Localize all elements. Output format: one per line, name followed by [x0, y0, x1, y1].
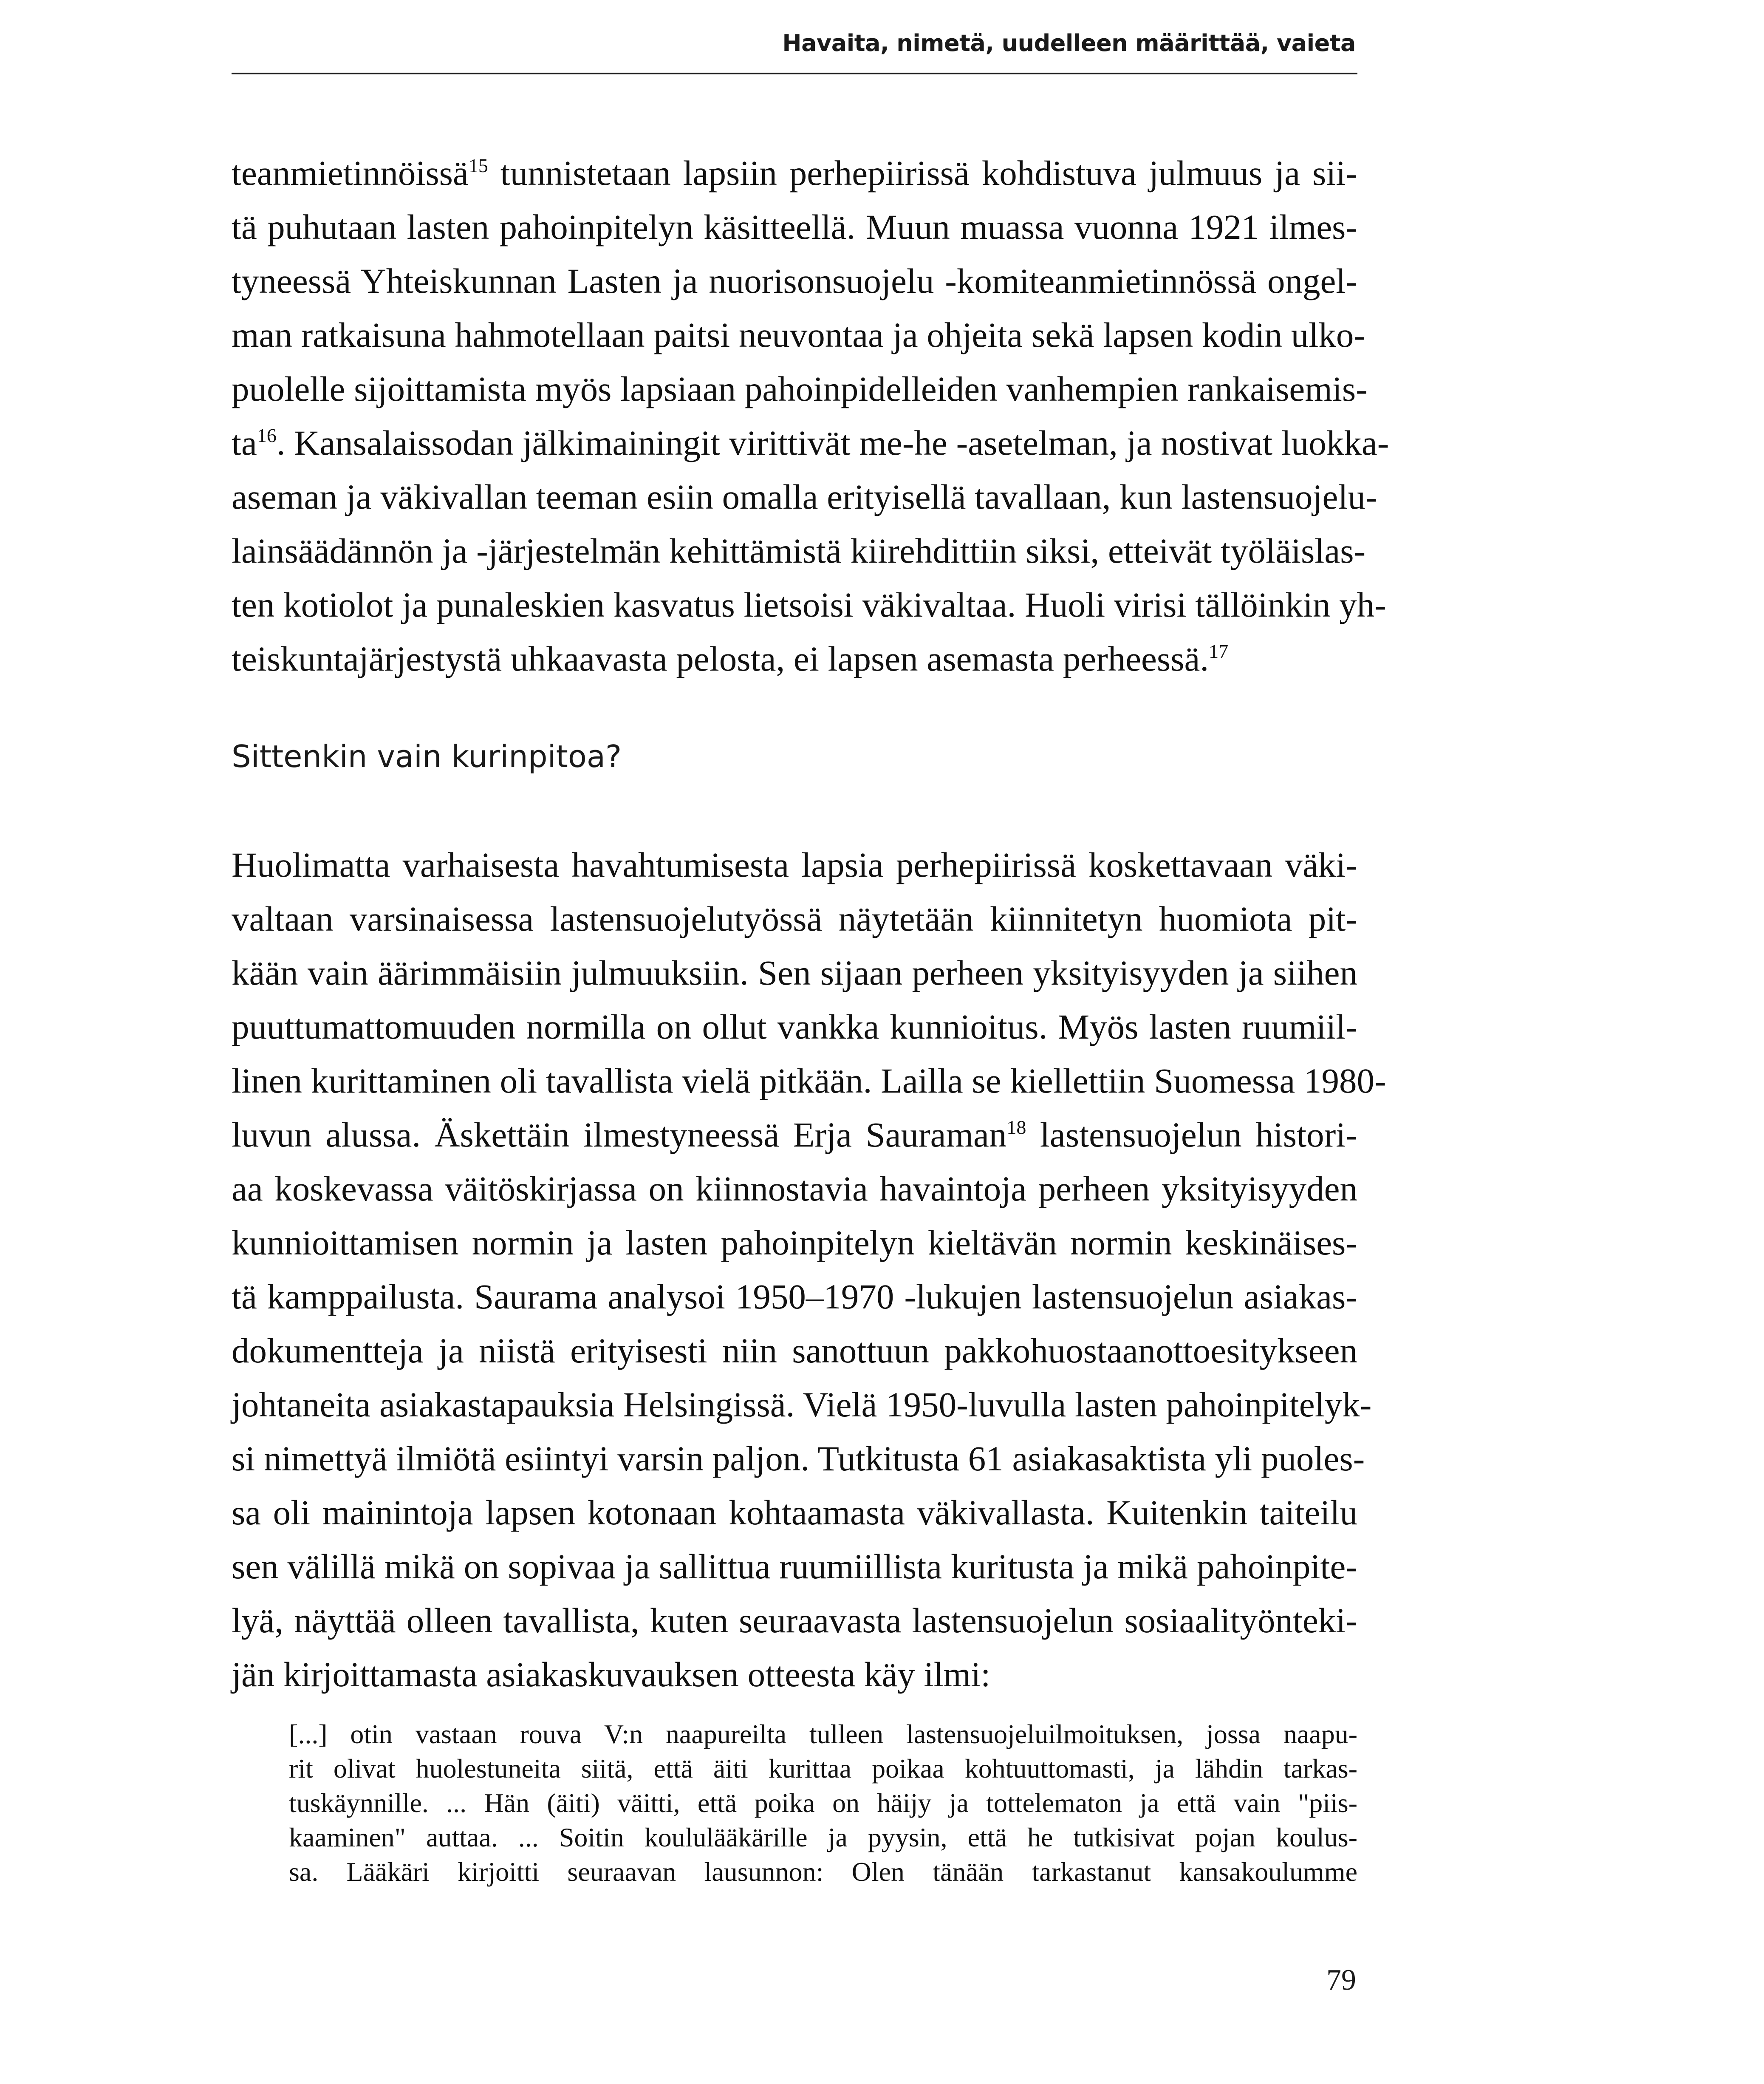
text-line: aseman ja väkivallan teeman esiin omalla erityisellä tavallaan, kun lastensuojelu- [232, 477, 1377, 516]
text-line: aa koskevassa väitöskirjassa on kiinnostavia havaintoja perheen yksityisyyden [232, 1169, 1357, 1208]
text-line: teanmietinnöissä$^{15}$ tunnistetaan lapsiin perhepiirissä kohdistuva julmuus ja sii- [232, 153, 1357, 193]
text-line: valtaan varsinaisessa lastensuojelutyössä näytetään kiinnitetyn huomiota pit- [232, 899, 1357, 938]
page-number: 79 [1326, 1964, 1356, 1996]
block-quote [289, 1717, 1357, 1889]
text-line: teiskuntajärjestystä uhkaavasta pelosta, ei lapsen asemasta perheessä.$^{17}$ [232, 639, 1229, 678]
text-line: lyä, näyttää olleen tavallista, kuten seuraavasta lastensuojelun sosiaalityönteki- [232, 1601, 1357, 1640]
text-line: linen kurittaminen oli tavallista vielä pitkään. Lailla se kiellettiin Suomessa 1980- [232, 1061, 1386, 1100]
text-line: sen välillä mikä on sopivaa ja sallittua ruumiillista kuritusta ja mikä pahoinpite- [232, 1547, 1357, 1586]
quote-line: sa. Lääkäri kirjoitti seuraavan lausunnon: Olen tänään tarkastanut kansakoulumme [289, 1857, 1357, 1887]
text-line: tä puhutaan lasten pahoinpitelyn käsitteellä. Muun muassa vuonna 1921 ilmes- [232, 207, 1357, 246]
quote-line: tuskäynnille. ... Hän (äiti) väitti, että poika on häijy ja tottelematon ja että vain "piis- [289, 1788, 1357, 1818]
quote-line: kaaminen" auttaa. ... Soitin koululääkärille ja pyysin, että he tutkisivat pojan koulus- [289, 1822, 1357, 1852]
text-line: puuttumattomuuden normilla on ollut vankka kunnioitus. Myös lasten ruumiil- [232, 1007, 1357, 1046]
footnote-marker[interactable]: 16 [257, 425, 277, 446]
body-paragraph-1 [232, 146, 1389, 686]
text-line: sa oli mainintoja lapsen kotonaan kohtaamasta väkivallasta. Kuitenkin taiteilu [232, 1493, 1357, 1532]
footnote-marker[interactable]: 18 [1006, 1116, 1026, 1138]
text-line: kään vain äärimmäisiin julmuuksiin. Sen sijaan perheen yksityisyyden ja siihen [232, 953, 1357, 992]
quote-line: rit olivat huolestuneita siitä, että äiti kurittaa poikaa kohtuuttomasti, ja lähdin tarkas- [289, 1753, 1357, 1784]
text-line: jän kirjoittamasta asiakaskuvauksen otteesta käy ilmi: [232, 1655, 991, 1694]
text-line: kunnioittamisen normin ja lasten pahoinpitelyn kieltävän normin keskinäises- [232, 1223, 1357, 1262]
text-line: johtaneita asiakastapauksia Helsingissä. Vielä 1950-luvulla lasten pahoinpitelyk- [232, 1385, 1372, 1424]
text-line: tä kamppailusta. Saurama analysoi 1950–1970 -lukujen lastensuojelun asiakas- [232, 1277, 1357, 1316]
text-line: lainsäädännön ja -järjestelmän kehittämistä kiirehdittiin siksi, etteivät työläislas- [232, 531, 1366, 570]
text-line: si nimettyä ilmiötä esiintyi varsin paljon. Tutkitusta 61 asiakasaktista yli puoles- [232, 1439, 1365, 1478]
text-line: ten kotiolot ja punaleskien kasvatus lietsoisi väkivaltaa. Huoli virisi tällöinkin yh- [232, 585, 1386, 624]
header-rule [232, 73, 1357, 74]
text-line: dokumentteja ja niistä erityisesti niin sanottuun pakkohuostaanottoesitykseen [232, 1331, 1357, 1370]
footnote-marker[interactable]: 15 [468, 155, 488, 176]
text-line: Huolimatta varhaisesta havahtumisesta lapsia perhepiirissä koskettavaan väki- [232, 845, 1357, 884]
text-line: luvun alussa. Äskettäin ilmestyneessä Erja Sauraman$^{18}$ lastensuojelun histori- [232, 1115, 1357, 1154]
running-head: Havaita, nimetä, uudelleen määrittää, vaieta [782, 30, 1356, 57]
text-line: puolelle sijoittamista myös lapsiaan pahoinpidelleiden vanhempien rankaisemis- [232, 369, 1368, 408]
footnote-marker[interactable]: 17 [1209, 640, 1229, 662]
quote-line: [...] otin vastaan rouva V:n naapureilta tulleen lastensuojeluilmoituksen, jossa naapu- [289, 1719, 1357, 1749]
text-line: tyneessä Yhteiskunnan Lasten ja nuorisonsuojelu -komiteanmietinnössä ongel- [232, 261, 1357, 300]
body-paragraph-2 [232, 838, 1386, 1702]
text-line: man ratkaisuna hahmotellaan paitsi neuvontaa ja ohjeita sekä lapsen kodin ulko- [232, 315, 1366, 354]
text-line: $ta^{16}$. Kansalaissodan jälkimainingit virittivät me-he -asetelman, ja nostivat luokka- [232, 423, 1389, 462]
section-heading: Sittenkin vain kurinpitoa? [232, 739, 622, 774]
